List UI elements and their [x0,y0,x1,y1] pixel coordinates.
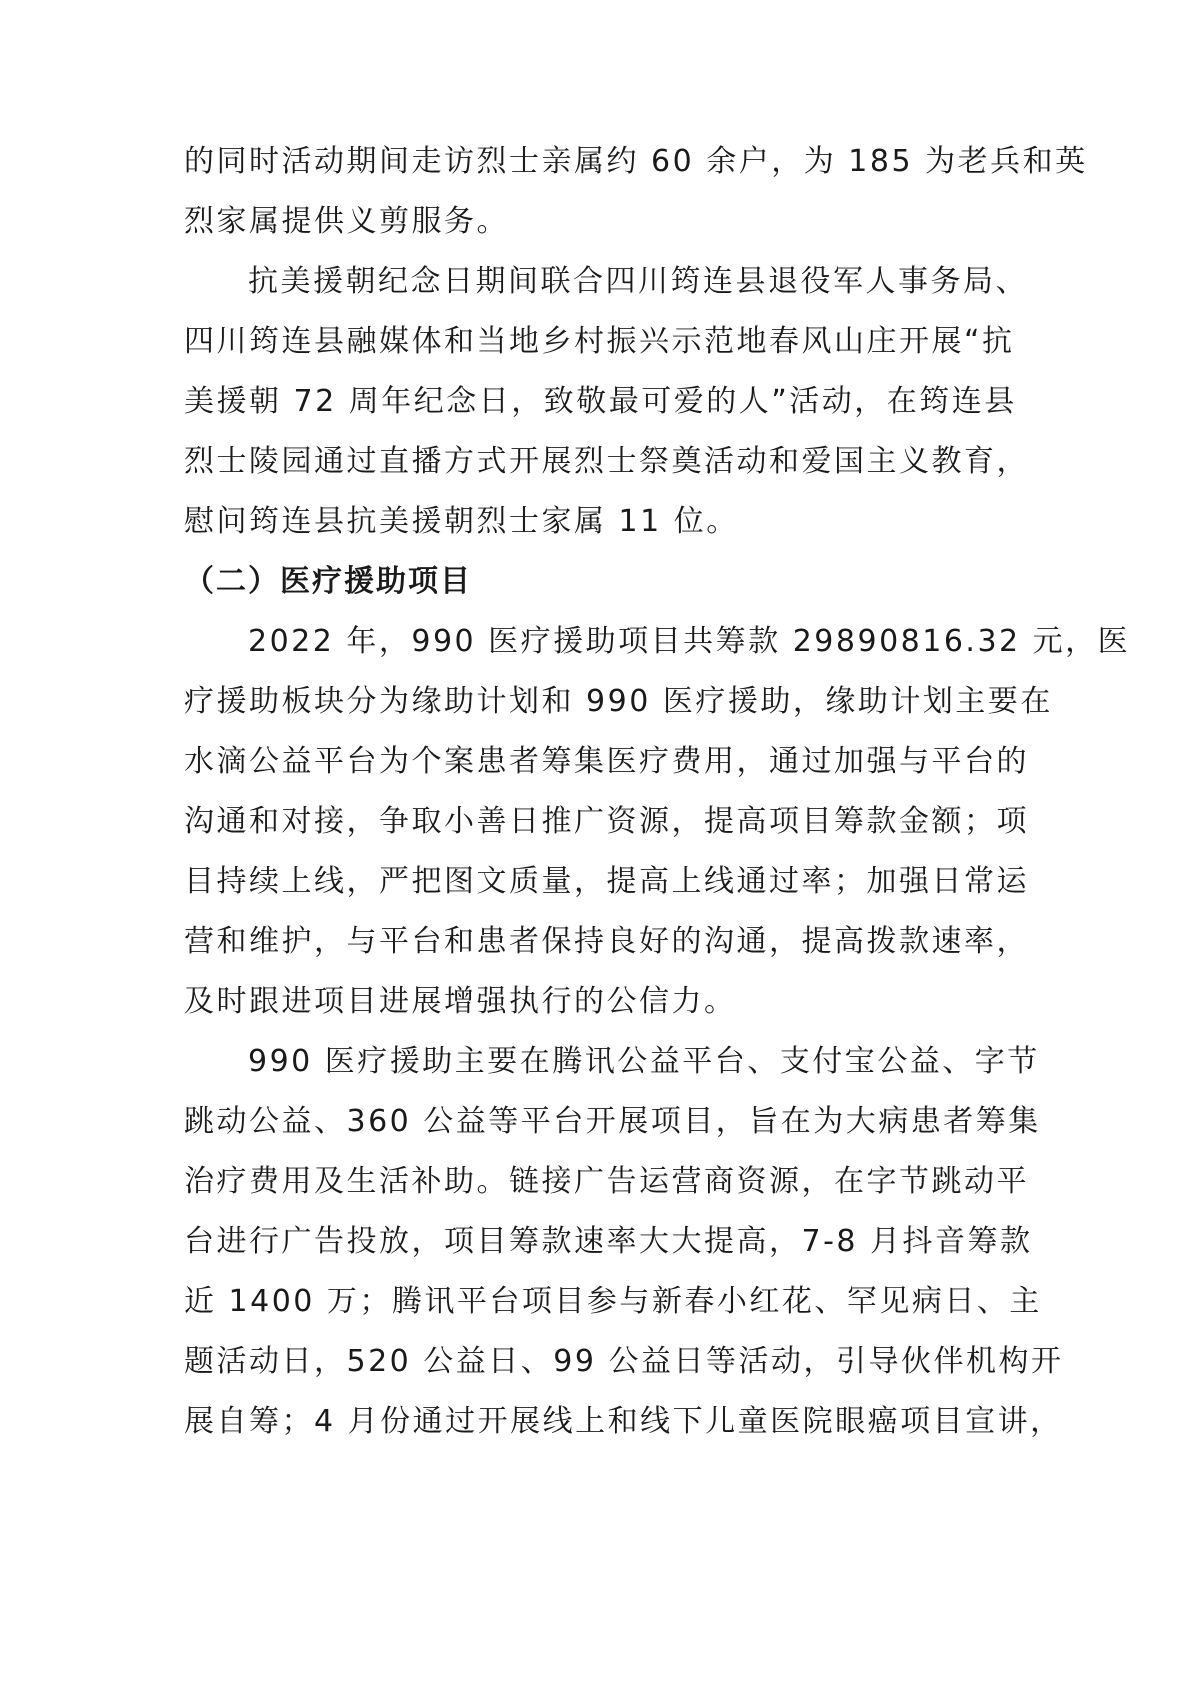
paragraph-4-line-1: 990 医疗援助主要在腾讯公益平台、支付宝公益、字节 [248,1044,1040,1079]
paragraph-2-line-4: 烈士陵园通过直播方式开展烈士祭奠活动和爱国主义教育， [184,444,1029,479]
paragraph-3-line-2: 疗援助板块分为缘助计划和 990 医疗援助，缘助计划主要在 [184,684,1053,719]
paragraph-3-line-1: 2022 年，990 医疗援助项目共筹款 29890816.32 元，医 [248,624,1131,659]
section-heading: （二）医疗援助项目 [184,564,472,599]
paragraph-1-line-1: 的同时活动期间走访烈士亲属约 60 余户，为 185 为老兵和英 [184,144,1088,179]
paragraph-3-line-7: 及时跟进项目进展增强执行的公信力。 [184,984,737,1019]
paragraph-2-line-3: 美援朝 72 周年纪念日，致敬最可爱的人”活动，在筠连县 [184,384,1017,419]
paragraph-2-line-5: 慰问筠连县抗美援朝烈士家属 11 位。 [184,504,739,539]
paragraph-2-line-1: 抗美援朝纪念日期间联合四川筠连县退役军人事务局、 [248,264,1028,299]
paragraph-1-line-2: 烈家属提供义剪服务。 [184,204,509,239]
paragraph-4-line-2: 跳动公益、360 公益等平台开展项目，旨在为大病患者筹集 [184,1104,1041,1139]
paragraph-3-line-3: 水滴公益平台为个案患者筹集医疗费用，通过加强与平台的 [184,744,1029,779]
paragraph-3-line-5: 目持续上线，严把图文质量，提高上线通过率；加强日常运 [184,864,1029,899]
paragraph-4-line-7: 展自筹；4 月份通过开展线上和线下儿童医院眼癌项目宣讲， [184,1404,1063,1439]
paragraph-3-line-6: 营和维护，与平台和患者保持良好的沟通，提高拨款速率， [184,924,1029,959]
paragraph-4-line-3: 治疗费用及生活补助。链接广告运营商资源，在字节跳动平 [184,1164,1029,1199]
paragraph-4-line-6: 题活动日，520 公益日、99 公益日等活动，引导伙伴机构开 [184,1344,1064,1379]
paragraph-2-line-2: 四川筠连县融媒体和当地乡村振兴示范地春风山庄开展“抗 [184,324,1015,359]
paragraph-3-line-4: 沟通和对接，争取小善日推广资源，提高项目筹款金额；项 [184,804,1029,839]
paragraph-4-line-4: 台进行广告投放，项目筹款速率大大提高，7-8 月抖音筹款 [184,1224,1033,1259]
paragraph-4-line-5: 近 1400 万；腾讯平台项目参与新春小红花、罕见病日、主 [184,1284,1042,1319]
